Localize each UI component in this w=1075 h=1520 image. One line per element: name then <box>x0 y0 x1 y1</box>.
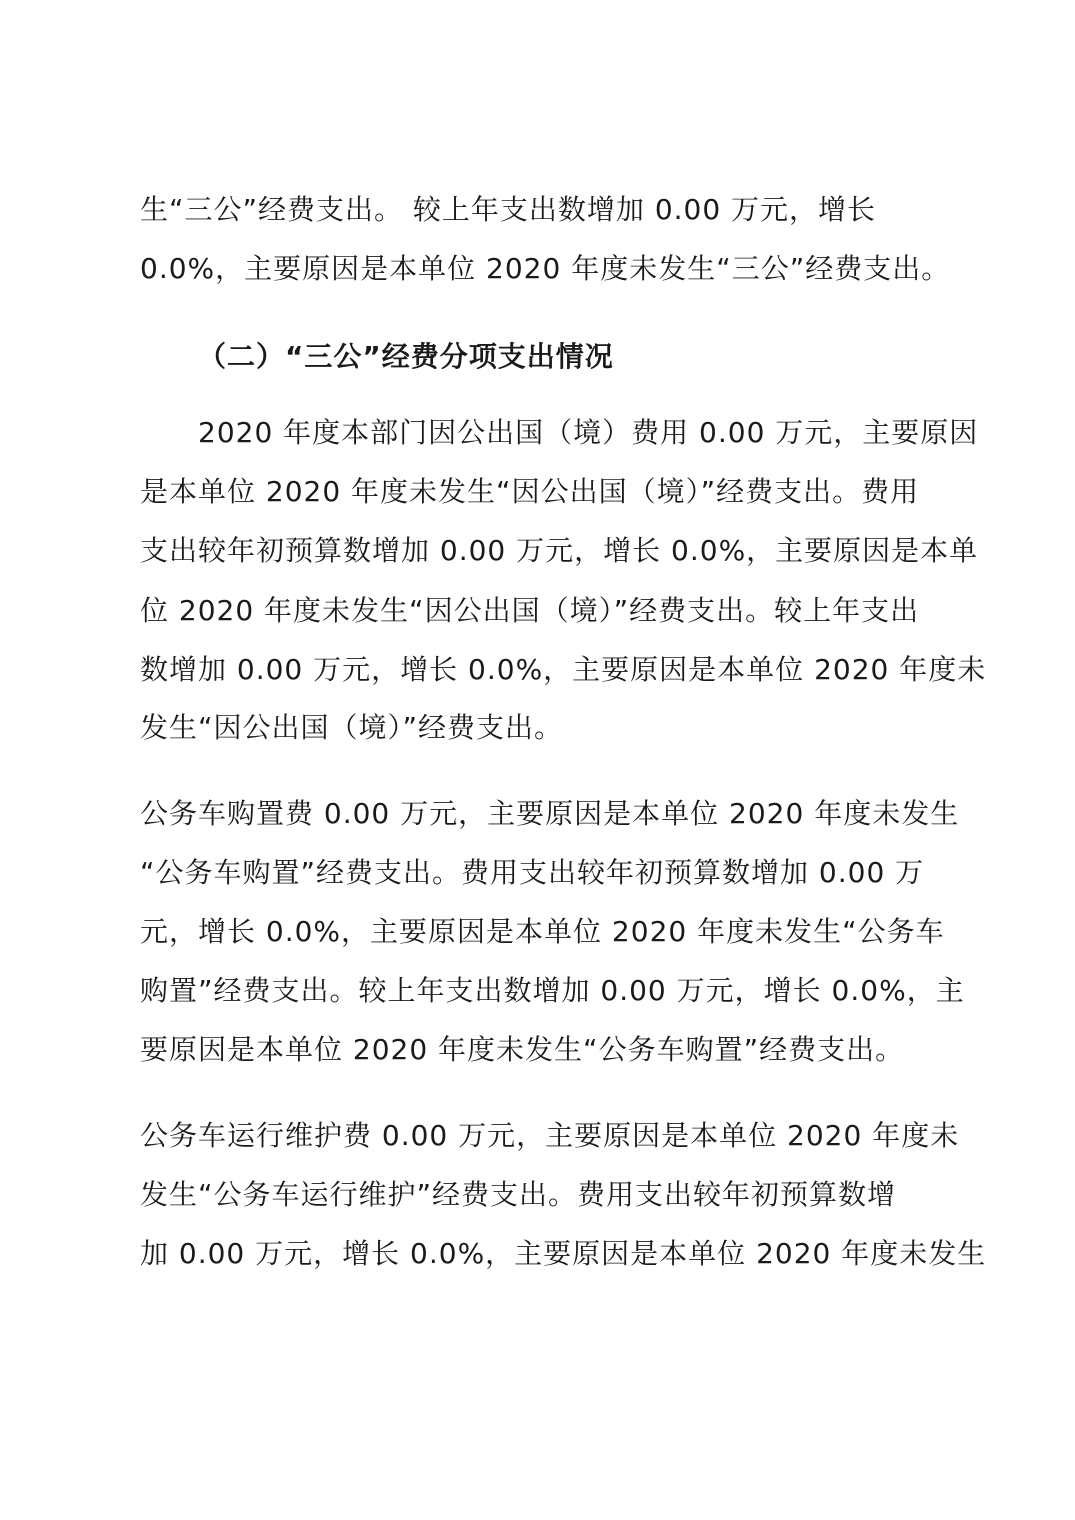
paragraph-line: 0.0%，主要原因是本单位 2020 年度未发生“三公”经费支出。 <box>140 252 951 285</box>
paragraph-line: 生“三公”经费支出。 较上年支出数增加 0.00 万元，增长 <box>140 193 877 226</box>
paragraph-line: 元，增长 0.0%，主要原因是本单位 2020 年度未发生“公务车 <box>140 915 945 948</box>
paragraph-line: 发生“公务车运行维护”经费支出。费用支出较年初预算数增 <box>140 1178 897 1211</box>
paragraph-line: 数增加 0.00 万元，增长 0.0%，主要原因是本单位 2020 年度未 <box>140 653 987 686</box>
paragraph-line: 位 2020 年度未发生“因公出国（境）”经费支出。较上年支出 <box>140 594 920 627</box>
paragraph-line: 2020 年度本部门因公出国（境）费用 0.00 万元，主要原因 <box>198 416 979 449</box>
section-heading: （二）“三公”经费分项支出情况 <box>198 340 614 373</box>
paragraph-line: 要原因是本单位 2020 年度未发生“公务车购置”经费支出。 <box>140 1033 905 1066</box>
paragraph-line: 公务车购置费 0.00 万元，主要原因是本单位 2020 年度未发生 <box>140 797 960 830</box>
paragraph-line: 支出较年初预算数增加 0.00 万元，增长 0.0%，主要原因是本单 <box>140 534 979 567</box>
paragraph-line: 加 0.00 万元，增长 0.0%，主要原因是本单位 2020 年度未发生 <box>140 1237 987 1270</box>
paragraph-line: 发生“因公出国（境）”经费支出。 <box>140 711 564 744</box>
paragraph-line: 是本单位 2020 年度未发生“因公出国（境）”经费支出。费用 <box>140 475 920 508</box>
paragraph-line: “公务车购置”经费支出。费用支出较年初预算数增加 0.00 万 <box>140 856 925 889</box>
paragraph-line: 公务车运行维护费 0.00 万元，主要原因是本单位 2020 年度未 <box>140 1119 960 1152</box>
paragraph-line: 购置”经费支出。较上年支出数增加 0.00 万元，增长 0.0%，主 <box>140 974 965 1007</box>
